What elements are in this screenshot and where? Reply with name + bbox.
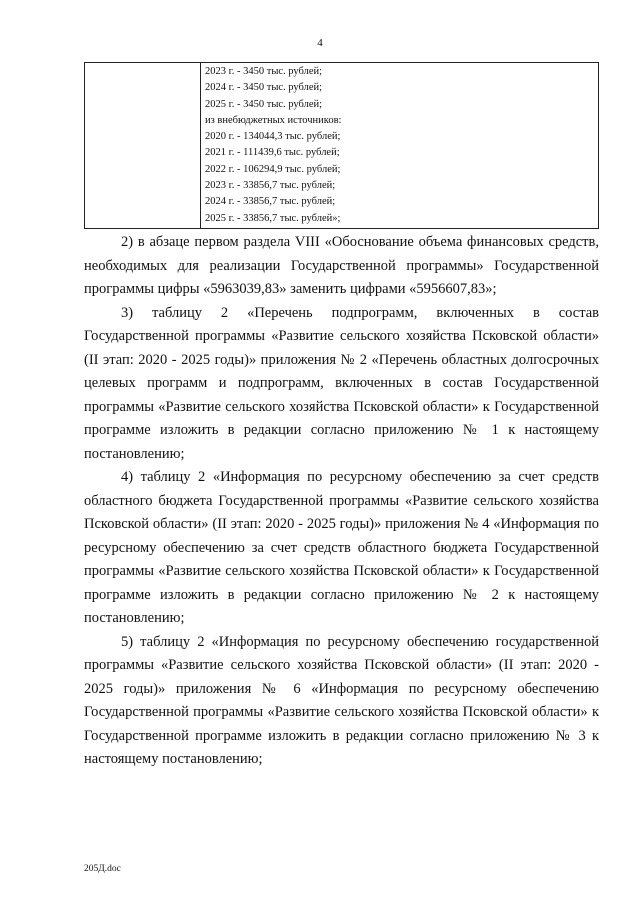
table-line: 2024 г. - 33856,7 тыс. рублей; — [205, 196, 336, 208]
paragraph-item-2: 2) в абзаце первом раздела VIII «Обоснование объема финансовых средств, необходимых для реализации Государственной программы» Государственной программы цифры «5963039,83» заменить цифрами «5956607,83»; — [84, 234, 599, 297]
table-label-cell — [85, 63, 201, 228]
page-number: 4 — [317, 37, 323, 49]
paragraph-item-3: 3) таблицу 2 «Перечень подпрограмм, включенных в состав Государственной программы «Развитие сельского хозяйства Псковской области» (II этап: 2020 - 2025 годы)» приложения № 2 «Перечень областных долгосрочных целевых программ и подпрограмм, включенных в состав Государственной программы «Развитие сельского хозяйства Псковской области» к Государственной программе изложить в редакции согласно приложению № 1 к настоящему постановлению; — [84, 304, 599, 462]
paragraph-item-5: 5) таблицу 2 «Информация по ресурсному обеспечению государственной программы «Развитие сельского хозяйства Псковской области» (II этап: 2020 - 2025 годы)» приложения № 6 «Информация по ресурсному обеспечению Государственной программы «Развитие сельского хозяйства Псковской области» к Государственной программе изложить в редакции согласно приложению № 3 к настоящему постановлению; — [84, 633, 599, 767]
table-line: из внебюджетных источников: — [205, 114, 342, 126]
table-value-cell — [201, 63, 598, 228]
paragraph-item-4: 4) таблицу 2 «Информация по ресурсному обеспечению за счет средств областного бюджета Государственной программы «Развитие сельского хозяйства Псковской области» (II этап: 2020 - 2025 годы)» приложения № 4 «Информация по ресурсному обеспечению за счет средств областного бюджета Государственной программы «Развитие сельского хозяйства Псковской области» к Государственной программе изложить в редакции согласно приложению № 2 к настоящему постановлению; — [84, 469, 599, 626]
table-line: 2023 г. - 3450 тыс. рублей; — [205, 66, 323, 77]
table-line: 2021 г. - 111439,6 тыс. рублей; — [205, 147, 340, 159]
document-body — [84, 231, 599, 772]
footer-filename: 205Д.doc — [84, 864, 121, 874]
table-line: 2024 г. - 3450 тыс. рублей; — [205, 82, 323, 94]
table-line: 2020 г. - 134044,3 тыс. рублей; — [205, 131, 341, 143]
table-line: 2025 г. - 33856,7 тыс. рублей»; — [205, 212, 341, 224]
table-line: 2023 г. - 33856,7 тыс. рублей; — [205, 180, 336, 192]
table-line: 2022 г. - 106294,9 тыс. рублей; — [205, 163, 341, 175]
table-line: 2025 г. - 3450 тыс. рублей; — [205, 98, 323, 110]
funding-table — [84, 62, 599, 229]
